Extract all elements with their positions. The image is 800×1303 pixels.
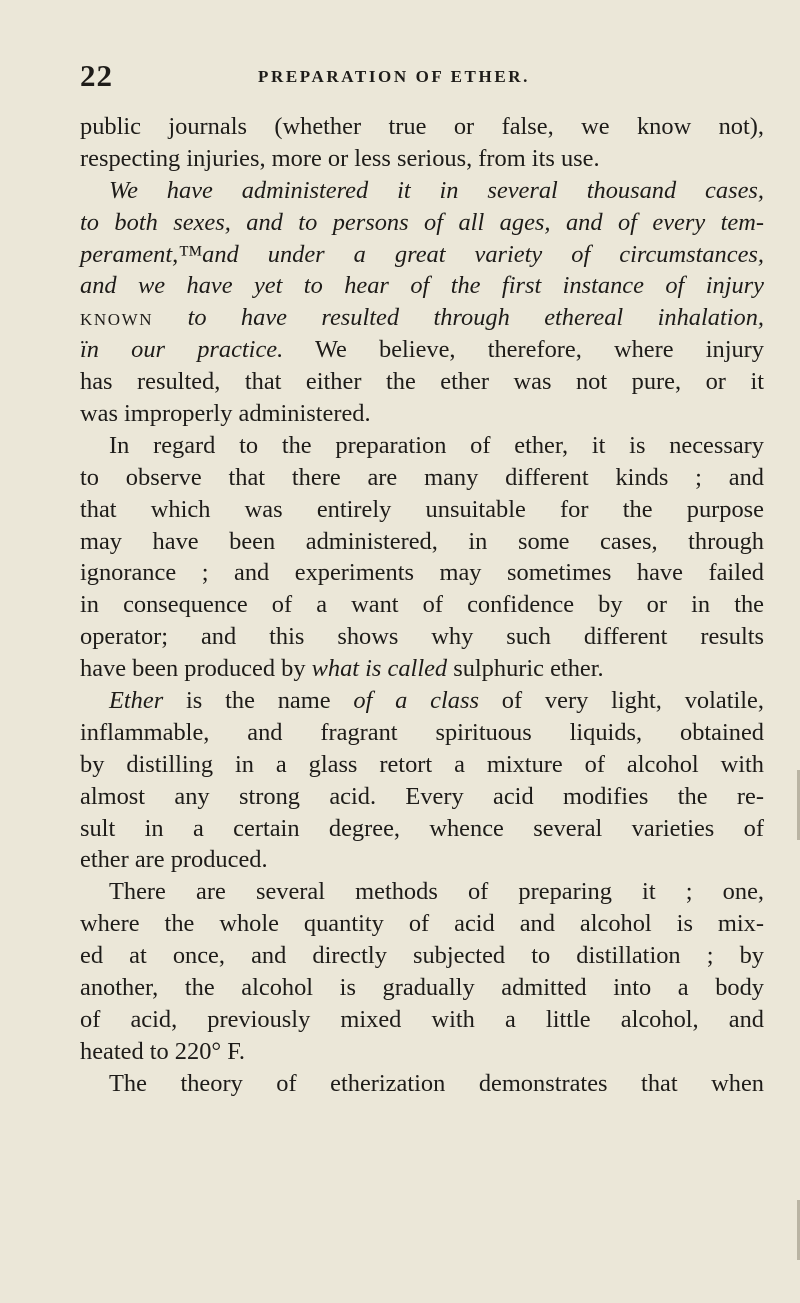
text-line [80, 398, 764, 430]
text-segment: The theory of etherization demonstrates that when [109, 1069, 764, 1097]
text-segment: ™ [178, 240, 203, 268]
text-segment: by distilling in a glass retort a mixture of alcohol with [80, 750, 764, 778]
text-segment: to have resulted through ethereal inhalation, [187, 304, 764, 332]
text-segment: ignorance ; and experiments may sometimes have failed [80, 559, 764, 587]
text-segment: and under a great variety of circumstances, [202, 240, 764, 268]
text-line [80, 940, 764, 972]
text-segment: sulphuric ether. [447, 655, 604, 683]
text-line [80, 143, 764, 175]
text-line [80, 908, 764, 940]
text-segment: another, the alcohol is gradually admitted into a body [80, 974, 764, 1002]
text-line [80, 526, 764, 558]
text-line [80, 462, 764, 494]
text-line [80, 334, 764, 366]
text-segment: public journals (whether true or false, we know not), [80, 113, 764, 140]
text-line [80, 876, 764, 908]
text-line [80, 175, 764, 207]
text-segment: of very light, volatile, [478, 687, 764, 715]
text-segment: was improperly administered. [80, 400, 371, 428]
text-segment: There are several methods of preparing it ; one, [109, 878, 764, 906]
text-segment: and we have yet to hear of the first instance of injury [80, 272, 764, 300]
text-segment: KNOWN [80, 310, 154, 330]
text-segment: We believe, therefore, where injury [283, 336, 764, 364]
text-line [80, 813, 764, 845]
text-line [80, 366, 764, 398]
text-segment: sult in a certain degree, whence several varieties of [80, 814, 764, 842]
text-segment: may have been administered, in some cases, through [80, 527, 764, 555]
text-segment: operator; and this shows why such different results [80, 623, 764, 651]
text-segment: of a class [353, 687, 479, 715]
text-line [80, 972, 764, 1004]
text-segment: where the whole quantity of acid and alcohol is mix- [80, 910, 764, 938]
text-segment: inflammable, and fragrant spirituous liquids, obtained [80, 718, 764, 746]
text-line [80, 844, 764, 876]
text-line [80, 653, 764, 685]
text-segment: heated to 220° F. [80, 1037, 245, 1065]
text-segment: ether are produced. [80, 846, 268, 874]
text-line [80, 111, 764, 143]
text-line [80, 557, 764, 589]
text-segment: In regard to the preparation of ether, it is necessary [109, 431, 764, 459]
text-segment: in consequence of a want of confidence by or in the [80, 591, 764, 619]
text-segment: We have administered it in several thousand cases, [109, 176, 764, 204]
page-number: 22 [80, 58, 113, 93]
text-line [80, 494, 764, 526]
text-segment: respecting injuries, more or less serious, from its use. [80, 144, 600, 172]
text-line [80, 717, 764, 749]
text-line [80, 207, 764, 239]
text-segment: to observe that there are many different kinds ; and [80, 463, 764, 491]
text-line [80, 270, 764, 302]
text-segment: perament, [80, 240, 179, 268]
text-segment: ïn our practice. [80, 336, 284, 364]
text-line [80, 621, 764, 653]
text-line [80, 685, 764, 717]
text-segment: have been produced by [80, 655, 312, 683]
text-segment: Ether [109, 687, 164, 715]
text-segment: of acid, previously mixed with a little alcohol, and [80, 1005, 764, 1033]
text-segment: that which was entirely unsuitable for the purpose [80, 495, 764, 523]
text-line [80, 781, 764, 813]
text-line [80, 1004, 764, 1036]
running-title: PREPARATION OF ETHER. [258, 67, 530, 86]
text-segment [153, 304, 187, 331]
text-segment: has resulted, that either the ether was not pure, or it [80, 368, 764, 396]
text-line [80, 589, 764, 621]
text-line [80, 430, 764, 462]
text-segment: almost any strong acid. Every acid modifies the re- [80, 782, 764, 810]
text-line [80, 1036, 764, 1068]
page-header [80, 58, 760, 94]
text-line [80, 239, 764, 271]
text-line [80, 1068, 764, 1100]
text-segment: what is called [311, 655, 448, 683]
text-segment: to both sexes, and to persons of all ages, and of every tem- [80, 208, 764, 236]
text-line [80, 749, 764, 781]
text-line [80, 302, 764, 334]
text-segment: is the name [163, 687, 354, 715]
text-segment: ed at once, and directly subjected to distillation ; by [80, 942, 764, 970]
body-text [80, 111, 764, 1100]
